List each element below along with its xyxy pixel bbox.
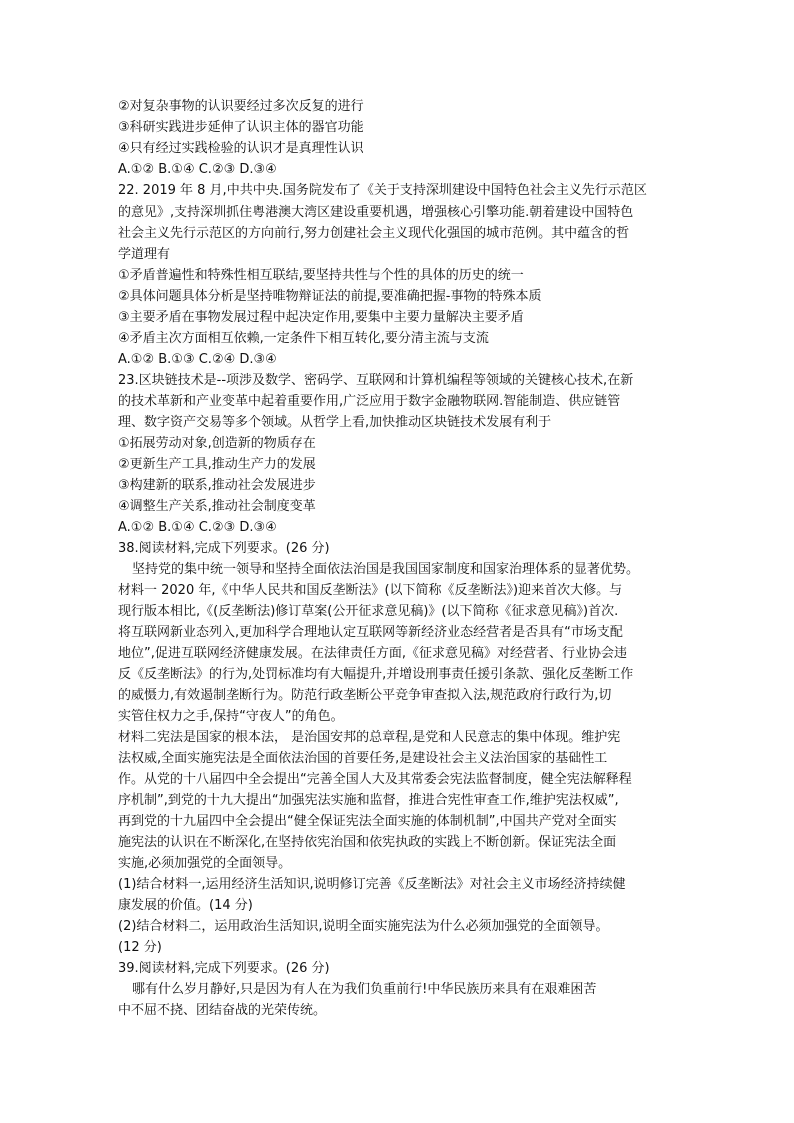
option-line: ④只有经过实践检验的认识才是真理性认识: [118, 141, 364, 156]
material-one-text: 材料一 2020 年,《中华人民共和国反垄断法》(以下简称《反垄断法》)迎来首次大修。与: [118, 583, 623, 598]
material-two-text: 再到党的十九届四中全会提出“健全保证宪法全面实施的体制机制”,中国共产党对全面实: [118, 814, 617, 829]
option-line: ③构建新的联系,推动社会发展进步: [118, 478, 316, 493]
material-two-text: 材料二宪法是国家的根本法， 是治国安邦的总章程,是党和人民意志的集中体现。维护宪: [118, 730, 621, 745]
question-22-text: 学道理有: [118, 247, 171, 262]
sub-question-1: 康发展的价值。(14 分): [118, 898, 253, 913]
question-23-text: 23.区块链技术是--项涉及数学、密码学、互联网和计算机编程等领域的关键核心技术,在新: [118, 373, 634, 388]
sub-question-2: (2)结合材料二，运用政治生活知识,说明全面实施宪法为什么必须加强党的全面领导。: [118, 919, 609, 934]
option-line: ③科研实践进步延伸了认识主体的器官功能: [118, 120, 364, 135]
sub-question-2: (12 分): [118, 940, 162, 955]
answer-choices: A.①② B.①④ C.②③ D.③④: [118, 520, 277, 535]
material-two-text: 作。从党的十八届四中全会提出“完善全国人大及其常委会宪法监督制度，健全宪法解释程: [118, 772, 632, 787]
option-line: ③主要矛盾在事物发展过程中起决定作用,要集中主要力量解决主要矛盾: [118, 310, 524, 325]
material-two-text: 施宪法的认识在不断深化,在坚持依宪治国和依宪执政的实践上不断创新。保证宪法全面: [118, 835, 617, 850]
question-23-text: 理、数字资产交易等多个领域。从哲学上看,加快推动区块链技术发展有利于: [118, 415, 552, 430]
option-line: ②具体问题具体分析是坚持唯物辩证法的前提,要准确把握-事物的特殊本质: [118, 289, 542, 304]
question-39-text: 哪有什么岁月静好,只是因为有人在为我们负重前行!中华民族历来具有在艰难困苦: [132, 982, 597, 997]
question-22-text: 22. 2019 年 8 月,中共中央.国务院发布了《关于支持深圳建设中国特色社会主义先行示范区: [118, 183, 647, 198]
material-intro: 坚持党的集中统一领导和坚持全面依法治国是我国国家制度和国家治理体系的显著优势。: [132, 562, 640, 577]
option-line: ④矛盾主次方面相互依赖,一定条件下相互转化,要分清主流与支流: [118, 331, 489, 346]
question-22-text: 的意见》,支持深圳抓住粤港澳大湾区建设重要机遇，增强核心引擎功能.朝着建设中国特色: [118, 205, 634, 220]
material-one-text: 的威慑力,有效遏制垄断行为。防范行政垄断公平竞争审查拟入法,规范政府行政行为,切: [118, 688, 612, 703]
material-one-text: 将互联网新业态列入,更加科学合理地认定互联网等新经济业态经营者是否具有“市场支配: [118, 625, 623, 640]
material-one-text: 地位”,促进互联网经济健康发展。在法律责任方面,《征求意见稿》对经营者、行业协会违: [118, 646, 628, 661]
material-one-text: 反《反垄断法》的行为,处罚标准均有大幅提升,并增设刑事责任援引条款、强化反垄断工作: [118, 667, 634, 682]
question-38-heading: 38.阅读材料,完成下列要求。(26 分): [118, 541, 330, 556]
question-23-text: 的技术革新和产业变革中起着重要作用,广泛应用于数字金融物联网.智能制造、供应链管: [118, 394, 621, 409]
material-one-text: 现行版本相比,《(反垄断法)修订草案(公开征求意见稿)》(以下简称《征求意见稿》)首次.: [118, 604, 619, 619]
question-39-heading: 39.阅读材料,完成下列要求。(26 分): [118, 961, 330, 976]
option-line: ①拓展劳动对象,创造新的物质存在: [118, 436, 316, 451]
question-22-text: 社会主义先行示范区的方向前行,努力创建社会主义现代化强国的城市范例。其中蕴含的哲: [118, 226, 630, 241]
material-two-text: 序机制”,到党的十九大提出“加强宪法实施和监督，推进合宪性审查工作,维护宪法权威”,: [118, 793, 619, 808]
option-line: ②对复杂事物的认识要经过多次反复的进行: [118, 99, 364, 114]
material-two-text: 实施,必须加强党的全面领导。: [118, 856, 292, 871]
option-line: ②更新生产工具,推动生产力的发展: [118, 457, 316, 472]
material-two-text: 法权威,全面实施宪法是全面依法治国的首要任务,是建设社会主义法治国家的基础性工: [118, 751, 608, 766]
sub-question-1: (1)结合材料一,运用经济生活知识,说明修订完善《反垄断法》对社会主义市场经济持续健: [118, 877, 626, 892]
material-one-text: 实管住权力之手,保持“守夜人”的角色。: [118, 709, 344, 724]
answer-choices: A.①② B.①④ C.②③ D.③④: [118, 162, 277, 177]
option-line: ①矛盾普遍性和特殊性相互联结,要坚持共性与个性的具体的历史的统一: [118, 268, 524, 283]
answer-choices: A.①② B.①③ C.②④ D.③④: [118, 352, 277, 367]
question-39-text: 中不屈不挠、团结奋战的光荣传统。: [118, 1003, 327, 1018]
option-line: ④调整生产关系,推动社会制度变革: [118, 499, 316, 514]
